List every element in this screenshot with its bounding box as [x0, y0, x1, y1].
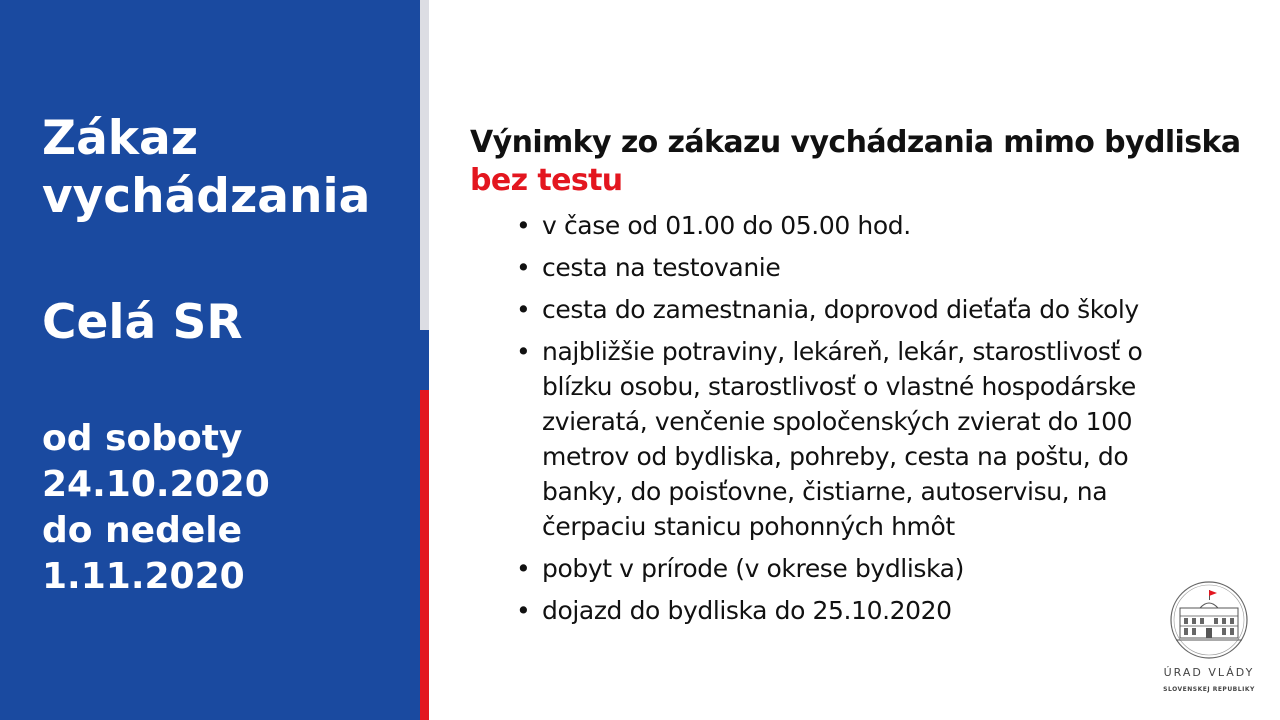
- exceptions-list: [516, 208, 1216, 635]
- date-line: 24.10.2020: [42, 464, 270, 505]
- divider-stripe-red: [420, 390, 429, 720]
- list-item: [516, 292, 1216, 327]
- bullet-icon: •: [516, 337, 531, 366]
- list-item: [516, 250, 1216, 285]
- divider-stripe-blue: [420, 330, 429, 390]
- divider-stripe-gray: [420, 0, 429, 330]
- bullet-icon: •: [516, 211, 531, 240]
- list-item-text: pobyt v prírode (v okrese bydliska): [542, 554, 964, 583]
- exceptions-heading: Výnimky zo zákazu vychádzania mimo bydliska: [470, 125, 1241, 160]
- list-item: [516, 334, 1216, 544]
- exceptions-subheading: bez testu: [470, 163, 623, 198]
- slide-title: Zákaz vychádzania: [42, 111, 371, 224]
- bullet-icon: •: [516, 596, 531, 625]
- list-item-text: dojazd do bydliska do 25.10.2020: [542, 596, 952, 625]
- list-item-text: cesta na testovanie: [542, 253, 781, 282]
- bullet-icon: •: [516, 554, 531, 583]
- logo-name: ÚRAD VLÁDY: [1163, 666, 1255, 679]
- list-item-text: cesta do zamestnania, doprovod dieťaťa do školy: [542, 295, 1139, 324]
- list-item: [516, 593, 1216, 628]
- list-item-text: najbližšie potraviny, lekáreň, lekár, starostlivosť o blízku osobu, starostlivosť o vlastné hospodárske zvieratá, venčenie spoločenských zvierat do 100 metrov od bydliska, pohreby, cesta na poštu, do banky, do poisťovne, čistiarne, autoservisu, na čerpaciu stanicu pohonných hmôt: [542, 337, 1143, 541]
- logo-subname: SLOVENSKEJ REPUBLIKY: [1163, 686, 1255, 693]
- bullet-icon: •: [516, 253, 531, 282]
- date-line: od soboty: [42, 418, 243, 459]
- date-line: do nedele: [42, 510, 243, 551]
- bullet-icon: •: [516, 295, 531, 324]
- list-item-text: v čase od 01.00 do 05.00 hod.: [542, 211, 911, 240]
- left-panel: [0, 0, 420, 720]
- date-range: [42, 416, 402, 600]
- region-label: Celá SR: [42, 295, 243, 350]
- date-line: 1.11.2020: [42, 556, 245, 597]
- list-item: [516, 551, 1216, 586]
- list-item: [516, 208, 1216, 243]
